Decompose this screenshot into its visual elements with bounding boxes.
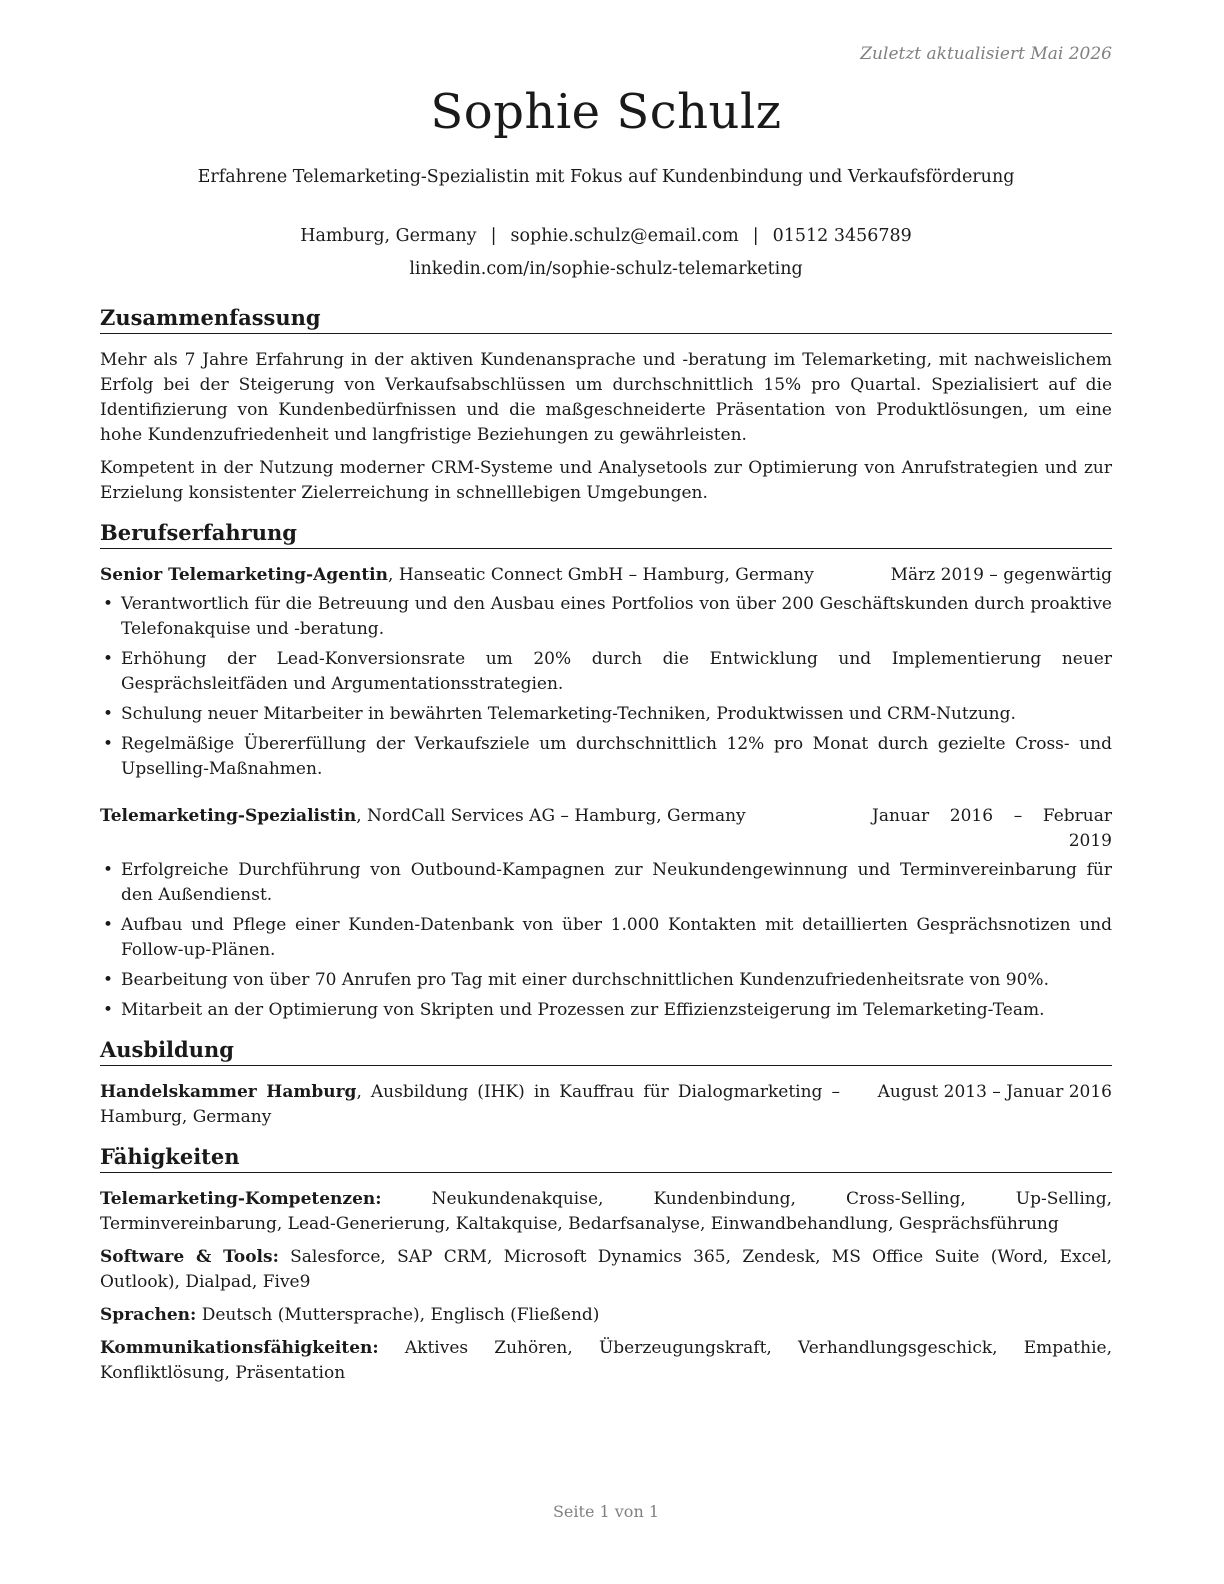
bullet-text: Aufbau und Pflege einer Kunden-Datenbank von über 1.000 Kontakten mit detaillierten Gesprächsnotizen und Follow-up-Plänen. [121,915,1112,960]
job-dates: März 2019 – gegenwärtig [890,565,1112,585]
bullet-icon: • [103,915,114,935]
bullet-icon: • [103,704,114,724]
job-title-line [100,563,891,588]
section-title-summary: Zusammenfassung [100,305,1112,334]
list-item [100,702,1112,727]
skill-row [100,1303,1112,1328]
job-dates: Januar 2016 – Februar 2019 [872,806,1112,851]
bullet-text: Verantwortlich für die Betreuung und den Ausbau eines Portfolios von über 200 Geschäftskunden durch proaktive Telefonakquise und -beratung. [121,594,1112,639]
contact-location: Hamburg, Germany [300,226,477,246]
contact-phone: 01512 3456789 [772,226,912,246]
contact-linkedin[interactable]: linkedin.com/in/sophie-schulz-telemarketing [409,259,803,279]
bullet-text: Erfolgreiche Durchführung von Outbound-Kampagnen zur Neukundengewinnung und Terminvereinbarung für den Außendienst. [121,860,1112,905]
summary-body [100,348,1112,506]
resume-page [100,0,1112,1584]
education-institution: Handelskammer Hamburg [100,1082,357,1102]
skill-label: Kommunikationsfähigkeiten: [100,1338,379,1358]
job-company: , NordCall Services AG – Hamburg, Germany [356,806,746,826]
job-entry [100,804,1112,1023]
education-detail-line [100,1080,840,1130]
skill-label: Software & Tools: [100,1247,279,1267]
job-role: Telemarketing-Spezialistin [100,806,357,826]
contact-line [100,220,1112,253]
list-item [100,858,1112,908]
summary-paragraph: Kompetent in der Nutzung moderner CRM-Systeme und Analysetools zur Optimierung von Anrufstrategien und zur Erzielung konsistenter Zielerreichung in schnelllebigen Umgebungen. [100,458,1112,503]
section-title-education: Ausbildung [100,1037,1112,1066]
job-company: , Hanseatic Connect GmbH – Hamburg, Germany [388,565,814,585]
summary-paragraph: Mehr als 7 Jahre Erfahrung in der aktiven Kundenansprache und -beratung im Telemarketing, mit nachweislichem Erfolg bei der Steigerung von Verkaufsabschlüssen um durchschnittlich 15% pro Quartal. Spezialisiert auf die Identifizierung von Kundenbedürfnissen und die maßgeschneiderte Präsentation von Produktlösungen, um eine hohe Kundenzufriedenheit und langfristige Beziehungen zu gewährleisten. [100,350,1112,445]
skill-label: Telemarketing-Kompetenzen: [100,1189,382,1209]
section-title-experience: Berufserfahrung [100,520,1112,549]
job-entry [100,563,1112,782]
bullet-icon: • [103,1000,114,1020]
contact-separator: | [490,226,497,246]
bullet-text: Erhöhung der Lead-Konversionsrate um 20% durch die Entwicklung und Implementierung neuer Gesprächsleitfäden und Argumentationsstrategien. [121,649,1112,694]
bullet-text: Mitarbeit an der Optimierung von Skripten und Prozessen zur Effizienzsteigerung im Telemarketing-Team. [121,1000,1045,1020]
skill-row [100,1187,1112,1237]
skill-value: Neukundenakquise, Kundenbindung, Cross-Selling, Up-Selling, Terminvereinbarung, Lead-Generierung, Kaltakquise, Bedarfsanalyse, Einwandbehandlung, Gesprächsführung [100,1189,1112,1234]
list-item [100,998,1112,1023]
bullet-text: Regelmäßige Übererfüllung der Verkaufsziele um durchschnittlich 12% pro Monat durch gezielte Cross- und Upselling-Maßnahmen. [121,734,1112,779]
bullet-icon: • [103,970,114,990]
skills-body [100,1187,1112,1386]
skill-label: Sprachen: [100,1305,197,1325]
job-title-line [100,804,872,854]
education-section [100,1037,1112,1130]
bullet-text: Bearbeitung von über 70 Anrufen pro Tag mit einer durchschnittlichen Kundenzufriedenheitsrate von 90%. [121,970,1049,990]
education-dates: August 2013 – Januar 2016 [877,1082,1112,1102]
list-item [100,647,1112,697]
list-item [100,592,1112,642]
contact-email[interactable]: sophie.schulz@email.com [510,226,739,246]
skills-section [100,1144,1112,1386]
skill-value: Aktives Zuhören, Überzeugungskraft, Verhandlungsgeschick, Empathie, Konfliktlösung, Präsentation [100,1338,1112,1383]
candidate-name: Sophie Schulz [430,84,782,140]
bullet-icon: • [103,860,114,880]
bullet-icon: • [103,649,114,669]
job-header [100,563,1112,588]
education-detail: , Ausbildung (IHK) in Kauffrau für Dialogmarketing – Hamburg, Germany [100,1082,840,1127]
candidate-tagline: Erfahrene Telemarketing-Spezialistin mit Fokus auf Kundenbindung und Verkaufsförderung [197,167,1015,187]
bullet-icon: • [103,734,114,754]
job-role: Senior Telemarketing-Agentin [100,565,389,585]
contact-block [100,220,1112,286]
section-title-skills: Fähigkeiten [100,1144,1112,1173]
skill-row [100,1245,1112,1295]
page-number: Seite 1 von 1 [552,1502,660,1521]
summary-section [100,305,1112,506]
list-item [100,732,1112,782]
resume-content [100,305,1112,1394]
skill-row [100,1336,1112,1386]
education-entry [100,1080,1112,1130]
job-header [100,804,1112,854]
bullet-icon: • [103,594,114,614]
skill-value: Deutsch (Muttersprache), Englisch (Fließend) [196,1305,600,1325]
job-bullets [100,592,1112,782]
last-updated-note: Zuletzt aktualisiert Mai 2026 [860,44,1112,64]
experience-section [100,520,1112,1023]
list-item [100,968,1112,993]
skill-value: Salesforce, SAP CRM, Microsoft Dynamics 365, Zendesk, MS Office Suite (Word, Excel, Outlook), Dialpad, Five9 [100,1247,1113,1292]
bullet-text: Schulung neuer Mitarbeiter in bewährten Telemarketing-Techniken, Produktwissen und CRM-Nutzung. [121,704,1016,724]
contact-separator: | [752,226,759,246]
job-bullets [100,858,1112,1023]
list-item [100,913,1112,963]
